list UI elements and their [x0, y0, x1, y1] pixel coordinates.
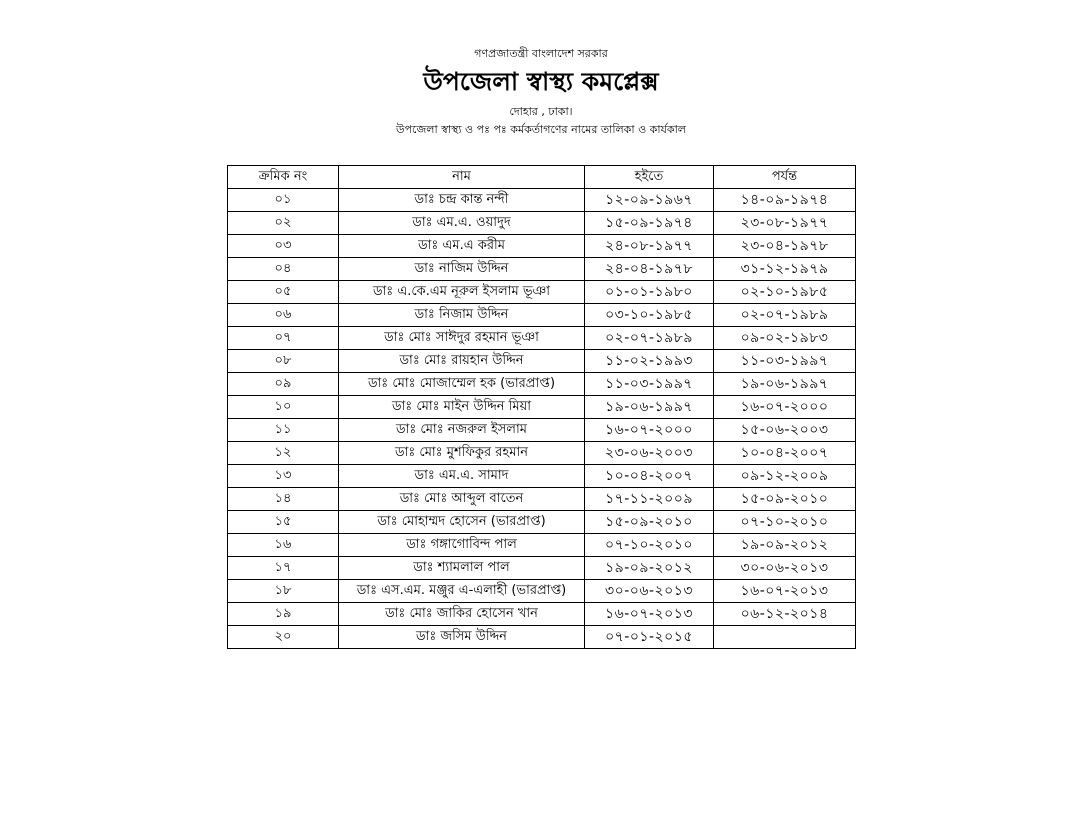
from-date-cell: ৩০-০৬-২০১৩ — [585, 580, 714, 603]
from-date-cell: ১২-০৯-১৯৬৭ — [585, 189, 714, 212]
name-cell: ডাঃ এ.কে.এম নূরুল ইসলাম ভূঞা — [339, 281, 585, 304]
to-date-cell: ১৬-০৭-২০০০ — [714, 396, 856, 419]
to-date-cell: ৩১-১২-১৯৭৯ — [714, 258, 856, 281]
to-date-cell: ০৯-০২-১৯৮৩ — [714, 327, 856, 350]
from-date-cell: ০৭-১০-২০১০ — [585, 534, 714, 557]
column-header-from: হইতে — [585, 166, 714, 189]
name-cell: ডাঃ মোহাম্মদ হোসেন (ভারপ্রাপ্ত) — [339, 511, 585, 534]
table-row — [228, 327, 856, 350]
serial-cell: ১৪ — [228, 488, 339, 511]
table-row — [228, 465, 856, 488]
serial-cell: ১৭ — [228, 557, 339, 580]
to-date-cell: ১১-০৩-১৯৯৭ — [714, 350, 856, 373]
to-date-cell: ০৭-১০-২০১০ — [714, 511, 856, 534]
document-subtitle: উপজেলা স্বাস্থ্য ও পঃ পঃ কর্মকর্তাগণের নামের তালিকা ও কার্যকাল — [396, 123, 686, 136]
serial-cell: ০৭ — [228, 327, 339, 350]
serial-cell: ০৫ — [228, 281, 339, 304]
name-cell: ডাঃ মোঃ মুশফিকুর রহমান — [339, 442, 585, 465]
from-date-cell: ১৭-১১-২০০৯ — [585, 488, 714, 511]
from-date-cell: ০১-০১-১৯৮০ — [585, 281, 714, 304]
from-date-cell: ০২-০৭-১৯৮৯ — [585, 327, 714, 350]
from-date-cell: ০৩-১০-১৯৮৫ — [585, 304, 714, 327]
name-cell: ডাঃ চন্দ্র কান্ত নন্দী — [339, 189, 585, 212]
to-date-cell: ১৪-০৯-১৯৭৪ — [714, 189, 856, 212]
from-date-cell: ১৫-০৯-২০১০ — [585, 511, 714, 534]
table-row — [228, 557, 856, 580]
to-date-cell: ১৯-০৬-১৯৯৭ — [714, 373, 856, 396]
serial-cell: ১৫ — [228, 511, 339, 534]
name-cell: ডাঃ গঙ্গাগোবিন্দ পাল — [339, 534, 585, 557]
to-date-cell: ০৯-১২-২০০৯ — [714, 465, 856, 488]
table-row — [228, 580, 856, 603]
name-cell: ডাঃ নাজিম উদ্দিন — [339, 258, 585, 281]
from-date-cell: ১১-০৩-১৯৯৭ — [585, 373, 714, 396]
to-date-cell: ০২-০৭-১৯৮৯ — [714, 304, 856, 327]
serial-cell: ১৮ — [228, 580, 339, 603]
from-date-cell: ২৩-০৬-২০০৩ — [585, 442, 714, 465]
from-date-cell: ০৭-০১-২০১৫ — [585, 626, 714, 649]
serial-cell: ১২ — [228, 442, 339, 465]
table-row — [228, 212, 856, 235]
name-cell: ডাঃ এম.এ. ওয়াদুদ — [339, 212, 585, 235]
name-cell: ডাঃ শ্যামলাল পাল — [339, 557, 585, 580]
from-date-cell: ২৪-০৪-১৯৭৮ — [585, 258, 714, 281]
name-cell: ডাঃ মোঃ সাঈদুর রহমান ভূঞা — [339, 327, 585, 350]
table-row — [228, 603, 856, 626]
table-row — [228, 235, 856, 258]
document-header — [227, 46, 855, 138]
from-date-cell: ১৯-০৬-১৯৯৭ — [585, 396, 714, 419]
table-header-row — [228, 166, 856, 189]
to-date-cell: ১০-০৪-২০০৭ — [714, 442, 856, 465]
government-name: গণপ্রজাতন্ত্রী বাংলাদেশ সরকার — [474, 47, 608, 60]
name-cell: ডাঃ মোঃ মোজাম্মেল হক (ভারপ্রাপ্ত) — [339, 373, 585, 396]
serial-cell: ২০ — [228, 626, 339, 649]
column-header-name: নাম — [339, 166, 585, 189]
serial-cell: ০১ — [228, 189, 339, 212]
table-row — [228, 442, 856, 465]
to-date-cell: ০২-১০-১৯৮৫ — [714, 281, 856, 304]
from-date-cell: ১৬-০৭-২০০০ — [585, 419, 714, 442]
from-date-cell: ১৯-০৯-২০১২ — [585, 557, 714, 580]
from-date-cell: ১১-০২-১৯৯৩ — [585, 350, 714, 373]
name-cell: ডাঃ এম.এ করীম — [339, 235, 585, 258]
serial-cell: ১৩ — [228, 465, 339, 488]
table-row — [228, 511, 856, 534]
table-row — [228, 419, 856, 442]
to-date-cell: ২৩-০৮-১৯৭৭ — [714, 212, 856, 235]
name-cell: ডাঃ এস.এম. মঞ্জুর এ-এলাহী (ভারপ্রাপ্ত) — [339, 580, 585, 603]
name-cell: ডাঃ মোঃ জাকির হোসেন খান — [339, 603, 585, 626]
to-date-cell: ১৫-০৬-২০০৩ — [714, 419, 856, 442]
from-date-cell: ১৬-০৭-২০১৩ — [585, 603, 714, 626]
name-cell: ডাঃ নিজাম উদ্দিন — [339, 304, 585, 327]
from-date-cell: ১৫-০৯-১৯৭৪ — [585, 212, 714, 235]
serial-cell: ০৪ — [228, 258, 339, 281]
office-title: উপজেলা স্বাস্থ্য কমপ্লেক্স — [423, 67, 659, 96]
serial-cell: ১০ — [228, 396, 339, 419]
to-date-cell: ৩০-০৬-২০১৩ — [714, 557, 856, 580]
table-row — [228, 189, 856, 212]
to-date-cell — [714, 626, 856, 649]
serial-cell: ০৯ — [228, 373, 339, 396]
serial-cell: ০৩ — [228, 235, 339, 258]
table-row — [228, 488, 856, 511]
serial-cell: ০৮ — [228, 350, 339, 373]
name-cell: ডাঃ মোঃ মাইন উদ্দিন মিয়া — [339, 396, 585, 419]
name-cell: ডাঃ মোঃ রায়হান উদ্দিন — [339, 350, 585, 373]
serial-cell: ০৬ — [228, 304, 339, 327]
officers-table — [227, 165, 856, 649]
serial-cell: ০২ — [228, 212, 339, 235]
table-row — [228, 534, 856, 557]
column-header-serial: ক্রমিক নং — [228, 166, 339, 189]
to-date-cell: ১৯-০৯-২০১২ — [714, 534, 856, 557]
name-cell: ডাঃ মোঃ নজরুল ইসলাম — [339, 419, 585, 442]
from-date-cell: ১০-০৪-২০০৭ — [585, 465, 714, 488]
office-location: দোহার , ঢাকা। — [509, 105, 573, 118]
table-row — [228, 304, 856, 327]
table-body — [228, 189, 856, 649]
serial-cell: ১৯ — [228, 603, 339, 626]
table-row — [228, 350, 856, 373]
table-row — [228, 373, 856, 396]
table-row — [228, 626, 856, 649]
from-date-cell: ২৪-০৮-১৯৭৭ — [585, 235, 714, 258]
to-date-cell: ২৩-০৪-১৯৭৮ — [714, 235, 856, 258]
table-row — [228, 281, 856, 304]
name-cell: ডাঃ এম.এ. সামাদ — [339, 465, 585, 488]
table-row — [228, 396, 856, 419]
to-date-cell: ১৬-০৭-২০১৩ — [714, 580, 856, 603]
to-date-cell: ১৫-০৯-২০১০ — [714, 488, 856, 511]
column-header-to: পর্যন্ত — [714, 166, 856, 189]
table-row — [228, 258, 856, 281]
serial-cell: ১৬ — [228, 534, 339, 557]
name-cell: ডাঃ জসিম উদ্দিন — [339, 626, 585, 649]
serial-cell: ১১ — [228, 419, 339, 442]
name-cell: ডাঃ মোঃ আব্দুল বাতেন — [339, 488, 585, 511]
to-date-cell: ০৬-১২-২০১৪ — [714, 603, 856, 626]
